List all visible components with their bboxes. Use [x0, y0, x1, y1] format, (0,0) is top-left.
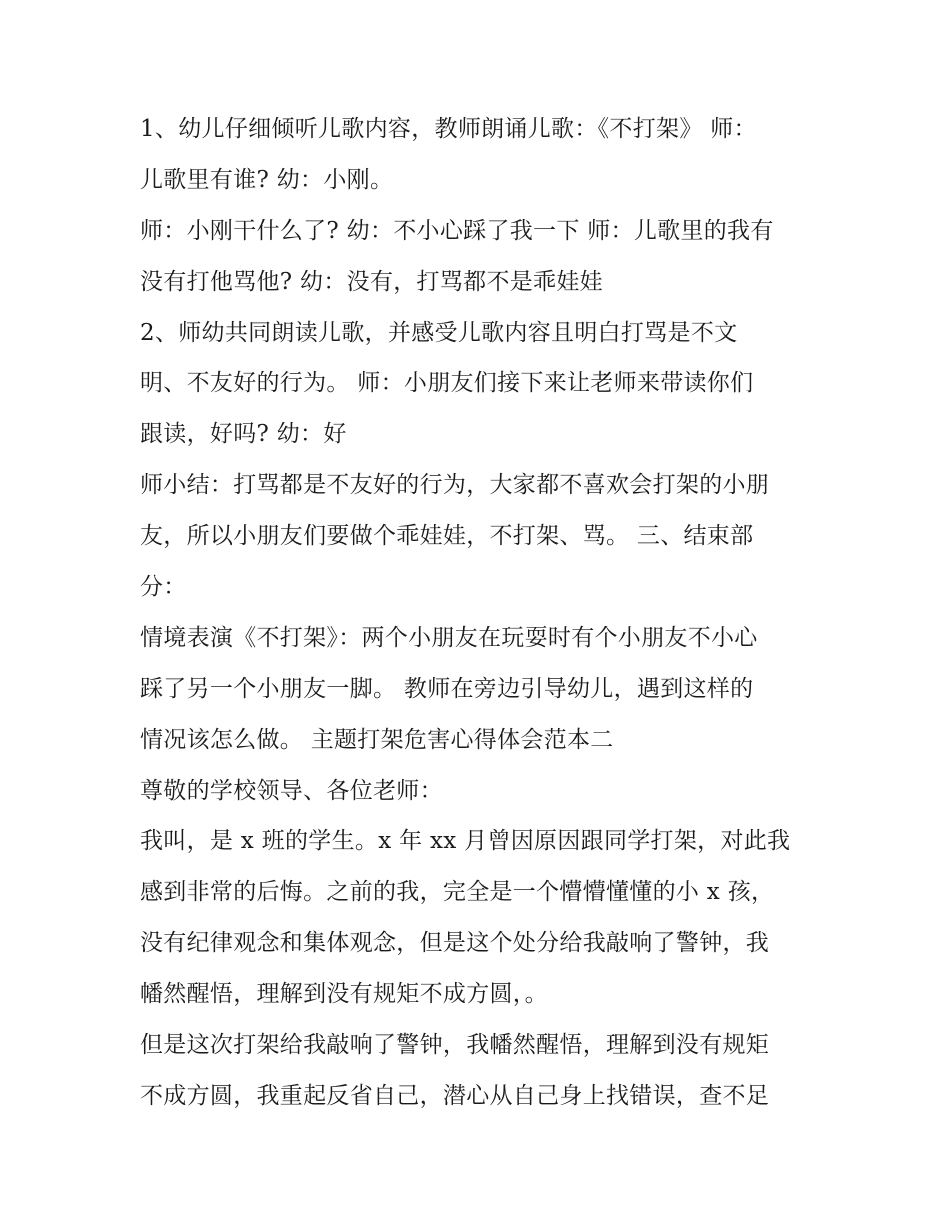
text-line: 不成方圆，我重起反省自己，潜心从自己身上找错误，查不足: [140, 1082, 770, 1109]
text-line: 情境表演《不打架》：两个小朋友在玩耍时有个小朋友不小心: [140, 624, 758, 651]
text-line: 没有打他骂他? 幼：没有，打骂都不是乖娃娃: [140, 268, 603, 295]
text-line: 但是这次打架给我敲响了警钟，我幡然醒悟，理解到没有规矩: [140, 1032, 770, 1059]
text-line: 友，所以小朋友们要做个乖娃娃，不打架、骂。 三、结束部: [140, 523, 754, 550]
text-line: 1、幼儿仔细倾听儿歌内容，教师朗诵儿歌：《不打架》 师：: [140, 116, 757, 142]
text-line: 我叫，是 x 班的学生。x 年 xx 月曾因原因跟同学打架，对此我: [140, 828, 791, 855]
text-line: 师小结：打骂都是不友好的行为，大家都不喜欢会打架的小朋: [140, 472, 770, 499]
text-line: 感到非常的后悔。之前的我，完全是一个懵懵懂懂的小 x 孩，: [140, 879, 775, 906]
text-line: 2、师幼共同朗读儿歌，并感受儿歌内容且明白打骂是不文: [140, 319, 738, 346]
text-line: 幡然醒悟，理解到没有规矩不成方圆，。: [140, 981, 548, 1008]
document-body: [140, 104, 830, 1122]
text-line: 儿歌里有谁? 幼：小刚。: [140, 166, 394, 193]
text-line: 跟读，好吗? 幼：好: [140, 421, 347, 448]
text-line: 分：: [140, 574, 187, 601]
text-line: 师：小刚干什么了? 幼：不小心踩了我一下 师：儿歌里的我有: [140, 217, 774, 244]
text-line: 没有纪律观念和集体观念，但是这个处分给我敲响了警钟，我: [140, 930, 770, 957]
text-line: 明、不友好的行为。 师：小朋友们接下来让老师来带读你们: [140, 370, 754, 397]
text-line: 尊敬的学校领导、各位老师：: [140, 777, 443, 804]
text-line: 踩了另一个小朋友一脚。 教师在旁边引导幼儿，遇到这样的: [140, 675, 754, 702]
text-line: 情况该怎么做。 主题打架危害心得体会范本二: [140, 726, 614, 753]
